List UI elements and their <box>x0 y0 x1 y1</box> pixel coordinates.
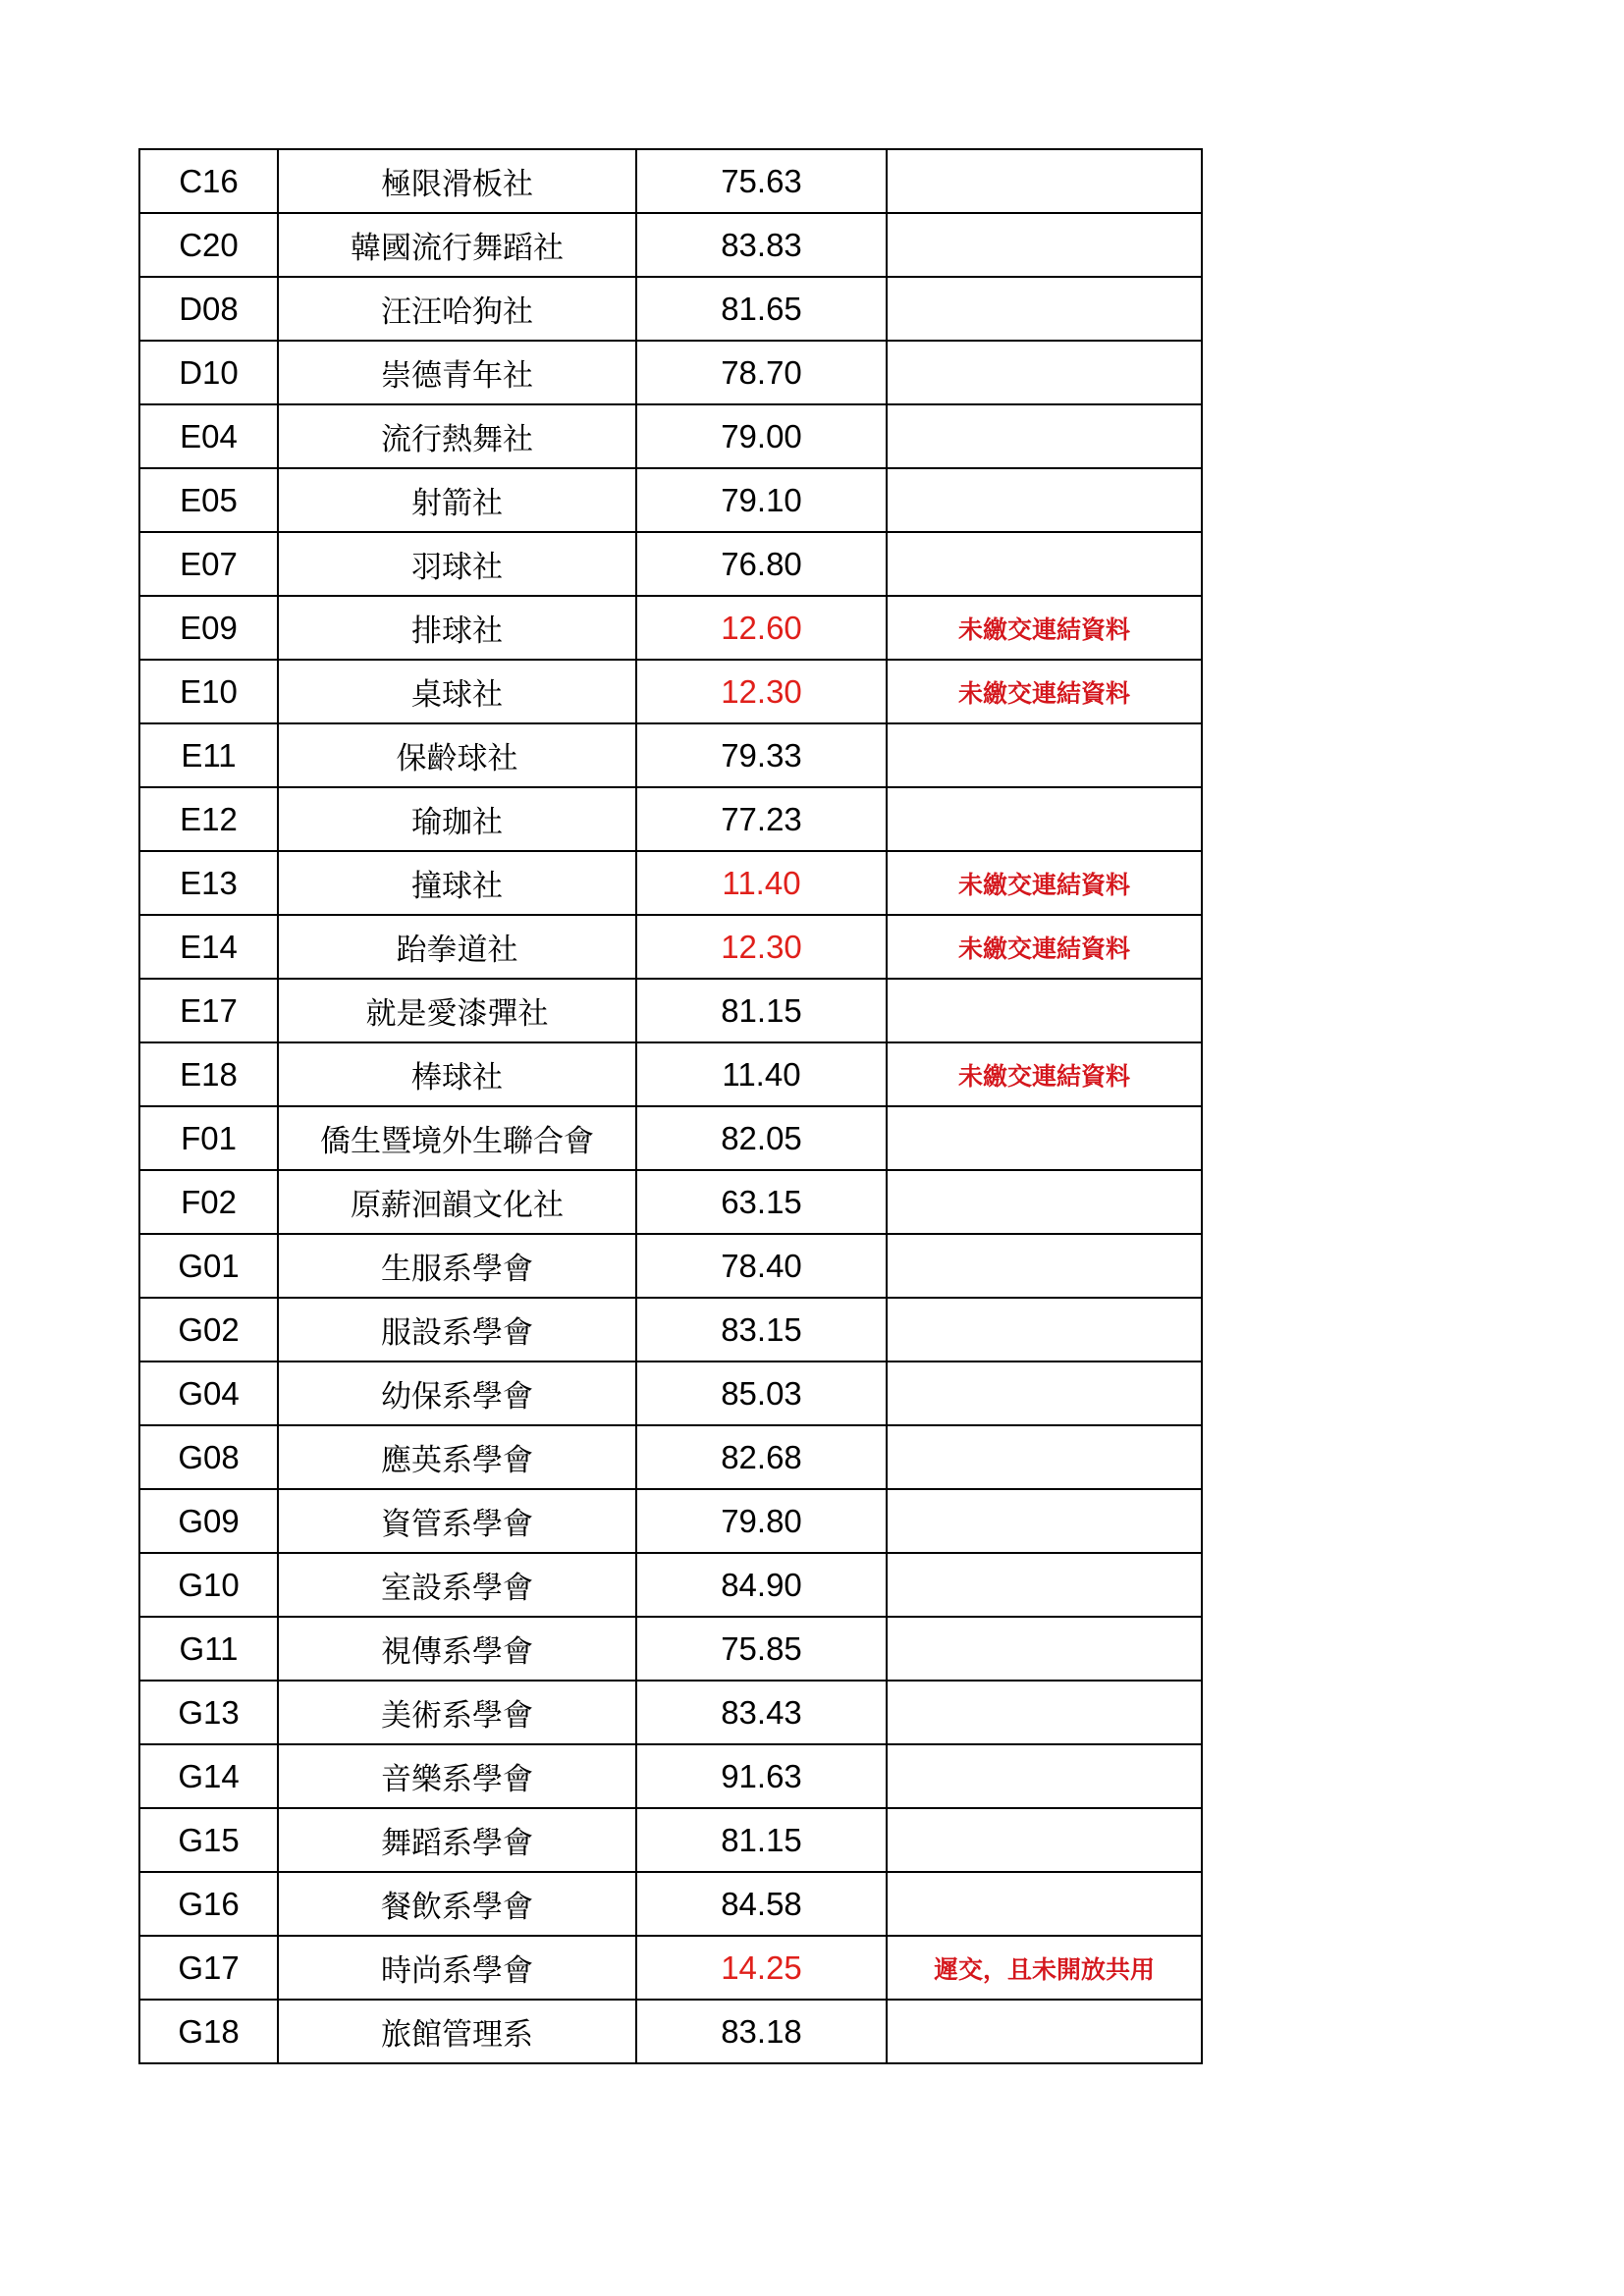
score-cell: 11.40 <box>636 851 887 915</box>
club-name-cell: 棒球社 <box>278 1042 636 1106</box>
remark-cell <box>887 1106 1202 1170</box>
remark-cell <box>887 1170 1202 1234</box>
club-name-cell: 跆拳道社 <box>278 915 636 979</box>
remark-cell <box>887 1681 1202 1744</box>
score-cell: 85.03 <box>636 1362 887 1425</box>
table-row <box>139 787 1202 851</box>
table-row <box>139 1936 1202 2000</box>
club-name-cell: 僑生暨境外生聯合會 <box>278 1106 636 1170</box>
club-code-cell: E11 <box>139 723 278 787</box>
remark-cell <box>887 341 1202 404</box>
club-name-cell: 生服系學會 <box>278 1234 636 1298</box>
table-row <box>139 1681 1202 1744</box>
club-name-cell: 應英系學會 <box>278 1425 636 1489</box>
club-name-cell: 視傳系學會 <box>278 1617 636 1681</box>
table-row <box>139 1744 1202 1808</box>
table-row <box>139 404 1202 468</box>
club-name-cell: 瑜珈社 <box>278 787 636 851</box>
club-code-cell: G10 <box>139 1553 278 1617</box>
club-code-cell: G15 <box>139 1808 278 1872</box>
table-row <box>139 1553 1202 1617</box>
score-cell: 79.10 <box>636 468 887 532</box>
club-name-cell: 桌球社 <box>278 660 636 723</box>
remark-cell <box>887 149 1202 213</box>
club-code-cell: E14 <box>139 915 278 979</box>
score-cell: 75.63 <box>636 149 887 213</box>
table-row <box>139 851 1202 915</box>
score-cell: 84.90 <box>636 1553 887 1617</box>
score-cell: 81.15 <box>636 1808 887 1872</box>
club-code-cell: E09 <box>139 596 278 660</box>
club-code-cell: E07 <box>139 532 278 596</box>
score-cell: 81.65 <box>636 277 887 341</box>
table-row <box>139 341 1202 404</box>
table-row <box>139 1489 1202 1553</box>
table-row <box>139 979 1202 1042</box>
remark-cell: 未繳交連結資料 <box>887 915 1202 979</box>
club-name-cell: 舞蹈系學會 <box>278 1808 636 1872</box>
club-name-cell: 時尚系學會 <box>278 1936 636 2000</box>
club-name-cell: 室設系學會 <box>278 1553 636 1617</box>
table-row <box>139 915 1202 979</box>
club-code-cell: E17 <box>139 979 278 1042</box>
club-code-cell: D10 <box>139 341 278 404</box>
table-row <box>139 1298 1202 1362</box>
remark-cell <box>887 1489 1202 1553</box>
score-cell: 78.70 <box>636 341 887 404</box>
club-code-cell: G01 <box>139 1234 278 1298</box>
remark-cell <box>887 2000 1202 2063</box>
club-code-cell: G16 <box>139 1872 278 1936</box>
club-code-cell: D08 <box>139 277 278 341</box>
remark-cell: 未繳交連結資料 <box>887 596 1202 660</box>
remark-cell <box>887 277 1202 341</box>
club-name-cell: 保齡球社 <box>278 723 636 787</box>
club-name-cell: 音樂系學會 <box>278 1744 636 1808</box>
club-code-cell: F02 <box>139 1170 278 1234</box>
club-code-cell: G08 <box>139 1425 278 1489</box>
club-name-cell: 原薪洄韻文化社 <box>278 1170 636 1234</box>
table-row <box>139 660 1202 723</box>
remark-cell <box>887 1234 1202 1298</box>
table-row <box>139 1042 1202 1106</box>
remark-cell: 未繳交連結資料 <box>887 1042 1202 1106</box>
score-table <box>138 148 1203 2064</box>
score-cell: 82.68 <box>636 1425 887 1489</box>
remark-cell <box>887 1298 1202 1362</box>
score-cell: 82.05 <box>636 1106 887 1170</box>
score-cell: 12.30 <box>636 660 887 723</box>
score-cell: 91.63 <box>636 1744 887 1808</box>
score-cell: 83.83 <box>636 213 887 277</box>
club-code-cell: G17 <box>139 1936 278 2000</box>
table-row <box>139 596 1202 660</box>
table-row <box>139 532 1202 596</box>
table-row <box>139 2000 1202 2063</box>
club-code-cell: G09 <box>139 1489 278 1553</box>
remark-cell <box>887 1425 1202 1489</box>
remark-cell: 未繳交連結資料 <box>887 660 1202 723</box>
club-code-cell: G18 <box>139 2000 278 2063</box>
club-code-cell: E13 <box>139 851 278 915</box>
remark-cell <box>887 787 1202 851</box>
remark-cell <box>887 404 1202 468</box>
remark-cell <box>887 979 1202 1042</box>
remark-cell: 遲交，且未開放共用 <box>887 1936 1202 2000</box>
remark-cell <box>887 213 1202 277</box>
club-code-cell: E05 <box>139 468 278 532</box>
remark-cell <box>887 1744 1202 1808</box>
remark-cell <box>887 1553 1202 1617</box>
club-code-cell: G02 <box>139 1298 278 1362</box>
remark-cell <box>887 1617 1202 1681</box>
score-cell: 83.18 <box>636 2000 887 2063</box>
club-name-cell: 幼保系學會 <box>278 1362 636 1425</box>
remark-cell <box>887 1872 1202 1936</box>
score-cell: 79.00 <box>636 404 887 468</box>
remark-cell: 未繳交連結資料 <box>887 851 1202 915</box>
club-code-cell: G04 <box>139 1362 278 1425</box>
score-cell: 14.25 <box>636 1936 887 2000</box>
club-name-cell: 羽球社 <box>278 532 636 596</box>
score-cell: 83.43 <box>636 1681 887 1744</box>
club-name-cell: 排球社 <box>278 596 636 660</box>
score-cell: 75.85 <box>636 1617 887 1681</box>
club-code-cell: E04 <box>139 404 278 468</box>
table-row <box>139 1362 1202 1425</box>
table-row <box>139 1170 1202 1234</box>
score-cell: 12.60 <box>636 596 887 660</box>
score-cell: 84.58 <box>636 1872 887 1936</box>
score-table-body <box>139 149 1202 2063</box>
club-name-cell: 美術系學會 <box>278 1681 636 1744</box>
remark-cell <box>887 468 1202 532</box>
club-name-cell: 流行熱舞社 <box>278 404 636 468</box>
remark-cell <box>887 532 1202 596</box>
remark-cell <box>887 1362 1202 1425</box>
score-cell: 81.15 <box>636 979 887 1042</box>
score-cell: 79.33 <box>636 723 887 787</box>
club-code-cell: F01 <box>139 1106 278 1170</box>
club-code-cell: G11 <box>139 1617 278 1681</box>
score-cell: 11.40 <box>636 1042 887 1106</box>
table-row <box>139 1617 1202 1681</box>
club-name-cell: 汪汪哈狗社 <box>278 277 636 341</box>
club-name-cell: 旅館管理系 <box>278 2000 636 2063</box>
table-row <box>139 1234 1202 1298</box>
table-row <box>139 468 1202 532</box>
club-name-cell: 服設系學會 <box>278 1298 636 1362</box>
club-name-cell: 資管系學會 <box>278 1489 636 1553</box>
club-name-cell: 餐飲系學會 <box>278 1872 636 1936</box>
club-code-cell: G13 <box>139 1681 278 1744</box>
club-code-cell: E18 <box>139 1042 278 1106</box>
remark-cell <box>887 1808 1202 1872</box>
club-code-cell: E10 <box>139 660 278 723</box>
club-code-cell: G14 <box>139 1744 278 1808</box>
score-cell: 76.80 <box>636 532 887 596</box>
table-row <box>139 1106 1202 1170</box>
club-code-cell: C16 <box>139 149 278 213</box>
club-name-cell: 崇德青年社 <box>278 341 636 404</box>
score-cell: 83.15 <box>636 1298 887 1362</box>
table-row <box>139 723 1202 787</box>
score-cell: 12.30 <box>636 915 887 979</box>
table-row <box>139 277 1202 341</box>
score-cell: 77.23 <box>636 787 887 851</box>
club-code-cell: C20 <box>139 213 278 277</box>
table-row <box>139 149 1202 213</box>
table-row <box>139 213 1202 277</box>
score-cell: 78.40 <box>636 1234 887 1298</box>
club-name-cell: 韓國流行舞蹈社 <box>278 213 636 277</box>
club-name-cell: 就是愛漆彈社 <box>278 979 636 1042</box>
remark-cell <box>887 723 1202 787</box>
table-row <box>139 1808 1202 1872</box>
table-row <box>139 1425 1202 1489</box>
club-name-cell: 極限滑板社 <box>278 149 636 213</box>
club-code-cell: E12 <box>139 787 278 851</box>
club-name-cell: 撞球社 <box>278 851 636 915</box>
club-name-cell: 射箭社 <box>278 468 636 532</box>
score-cell: 79.80 <box>636 1489 887 1553</box>
table-row <box>139 1872 1202 1936</box>
score-cell: 63.15 <box>636 1170 887 1234</box>
